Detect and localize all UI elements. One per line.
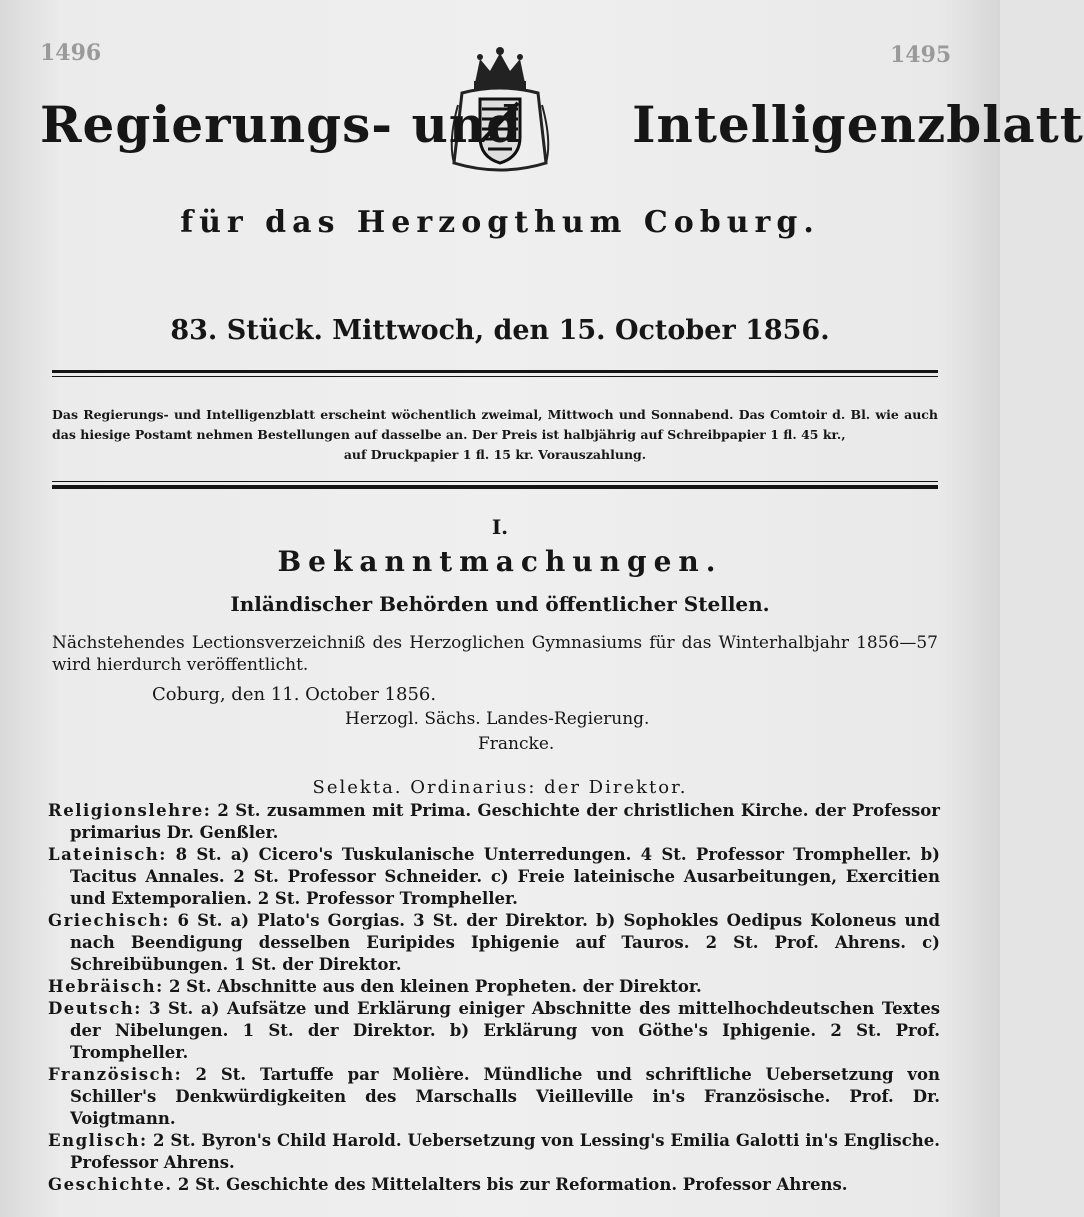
list-item xyxy=(48,1064,940,1130)
subject-label: Lateinisch: xyxy=(48,845,167,864)
notice-rule-thin xyxy=(52,481,938,482)
subject-text: 3 St. a) Aufsätze und Erklärung einiger Abschnitte des mittelhochdeutschen Textes der Nibelungen. 1 St. der Direktor. b) Erklärung von Göthe's Iphigenie. 2 St. Prof. Trompheller. xyxy=(70,999,940,1062)
masthead-title-part2: Intelligenzblatt xyxy=(632,95,1084,154)
list-item xyxy=(48,910,940,976)
masthead-subtitle: für das Herzogthum Coburg. xyxy=(180,205,820,240)
notice-line-2: auf Druckpapier 1 fl. 15 kr. Vorauszahlung. xyxy=(343,447,647,462)
subject-label: Englisch: xyxy=(48,1131,148,1150)
subject-text: 2 St. Tartuffe par Molière. Mündliche und schriftliche Uebersetzung von Schiller's Denkwürdigkeiten des Marschalls Vieilleville in's Französische. Prof. Dr. Voigtmann. xyxy=(70,1065,940,1128)
dateline: Coburg, den 11. October 1856. xyxy=(152,684,437,705)
issue-line: 83. Stück. Mittwoch, den 15. October 1856. xyxy=(170,315,830,346)
top-rule-thin xyxy=(52,376,938,377)
subject-label: Griechisch: xyxy=(48,911,170,930)
notice-rule-thick xyxy=(52,485,938,489)
list-item xyxy=(48,998,940,1064)
subject-label: Hebräisch: xyxy=(48,977,164,996)
section-number: I. xyxy=(491,515,509,539)
subject-text: 2 St. Byron's Child Harold. Uebersetzung von Lessing's Emilia Galotti in's Englische. Professor Ahrens. xyxy=(70,1131,940,1172)
section-title: Bekanntmachungen. xyxy=(277,545,723,578)
list-item xyxy=(48,1130,940,1174)
form-heading: Selekta. Ordinarius: der Direktor. xyxy=(312,777,688,798)
subject-text: 8 St. a) Cicero's Tuskulanische Unterredungen. 4 St. Professor Trompheller. b) Tacitus Annales. 2 St. Professor Schneider. c) Freie lateinische Ausarbeitungen, Exercitien und Extemporalien. 2 St. Professor Trompheller. xyxy=(70,845,940,908)
list-item xyxy=(48,844,940,910)
signature-name: Francke. xyxy=(478,734,555,754)
subscription-notice xyxy=(52,405,938,465)
masthead-title-part1: Regierungs- und xyxy=(40,95,523,154)
page-number-left: 1496 xyxy=(40,40,102,66)
list-item xyxy=(48,800,940,844)
page-number-right: 1495 xyxy=(890,42,952,68)
subject-label: Deutsch: xyxy=(48,999,142,1018)
lesson-list xyxy=(48,800,940,1196)
subject-label: Französisch: xyxy=(48,1065,183,1084)
subject-text: 2 St. zusammen mit Prima. Geschichte der christlichen Kirche. der Professor primarius Dr. Genßler. xyxy=(70,801,940,842)
subject-text: 2 St. Geschichte des Mittelalters bis zur Reformation. Professor Ahrens. xyxy=(177,1175,848,1194)
subject-text: 2 St. Abschnitte aus den kleinen Propheten. der Direktor. xyxy=(168,977,702,996)
masthead-title xyxy=(40,95,1084,154)
notice-line-1: Das Regierungs- und Intelligenzblatt erscheint wöchentlich zweimal, Mittwoch und Sonnabend. Das Comtoir d. Bl. wie auch das hiesige Postamt nehmen Bestellungen auf dasselbe an. Der Preis ist halbjährig auf Schreibpapier 1 fl. 45 kr., xyxy=(52,407,938,442)
subject-label: Geschichte. xyxy=(48,1175,173,1194)
list-item xyxy=(48,1174,940,1196)
intro-paragraph: Nächstehendes Lectionsverzeichniß des Herzoglichen Gymnasiums für das Winterhalbjahr 1856—57 wird hierdurch veröffentlicht. xyxy=(52,633,938,675)
subject-label: Religionslehre: xyxy=(48,801,212,820)
issuing-authority: Herzogl. Sächs. Landes-Regierung. xyxy=(345,709,650,729)
list-item xyxy=(48,976,940,998)
section-subtitle: Inländischer Behörden und öffentlicher Stellen. xyxy=(230,592,770,616)
top-rule xyxy=(52,370,938,373)
subject-text: 6 St. a) Plato's Gorgias. 3 St. der Direktor. b) Sophokles Oedipus Koloneus und nach Beendigung desselben Euripides Iphigenie auf Tauros. 2 St. Prof. Ahrens. c) Schreibübungen. 1 St. der Direktor. xyxy=(70,911,940,974)
